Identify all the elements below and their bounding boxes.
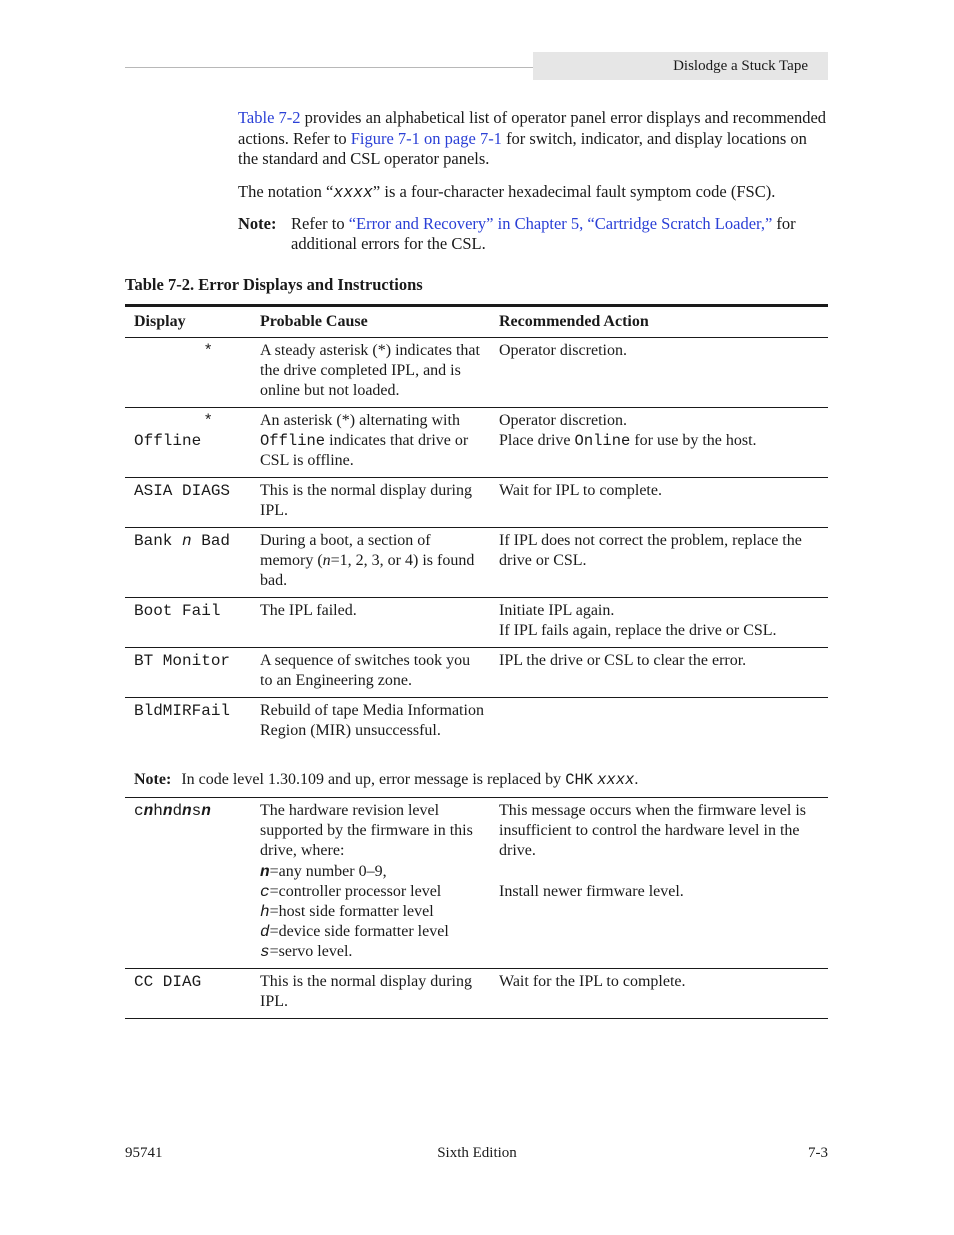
figure-link[interactable]: Figure 7-1 on page 7-1	[350, 128, 502, 148]
cause-text: This is the normal display during IPL.	[260, 973, 472, 1011]
note-text: for additional errors for the CSL.	[291, 214, 796, 253]
table-row	[125, 698, 828, 767]
table-bottom-rule	[125, 1018, 828, 1019]
cause-text	[260, 531, 485, 592]
display-variable: n	[201, 802, 211, 820]
display-part: c	[134, 802, 144, 820]
display-part: Bad	[191, 532, 231, 550]
table-caption: Table 7-2. Error Displays and Instructions	[125, 275, 423, 294]
display-code: *	[203, 342, 213, 360]
cause-part: An asterisk (*) alternating with	[260, 412, 460, 429]
definition-symbol: n	[260, 862, 270, 881]
definition-text: =servo level.	[269, 943, 353, 961]
definition-symbol: h	[260, 903, 270, 922]
note-text: Refer to	[291, 214, 349, 233]
notation-text: ” is a four-character hexadecimal fault symptom code (FSC).	[372, 182, 776, 201]
display-code	[134, 801, 252, 821]
table-row	[125, 478, 828, 527]
table-note-row	[125, 767, 828, 797]
cause-text: This is the normal display during IPL.	[260, 482, 472, 520]
action-line	[499, 431, 828, 451]
cause-text	[260, 801, 485, 963]
action-text	[499, 411, 828, 451]
cause-part: indicates that drive or CSL is offline.	[260, 432, 469, 470]
table-note-text: .	[634, 771, 639, 788]
display-variable: n	[182, 802, 192, 820]
definition-line	[260, 862, 485, 882]
cause-part: During a boot, a section of memory (	[260, 532, 431, 570]
action-line: This message occurs when the firmware level is insufficient to control the hardware level in the drive.	[499, 802, 807, 860]
display-part: h	[153, 802, 163, 820]
display-code	[134, 411, 252, 451]
action-text: Wait for IPL to complete.	[499, 482, 662, 499]
action-line: Install newer firmware level.	[499, 882, 684, 900]
definition-text: =any number 0–9,	[269, 862, 387, 880]
definition-line	[260, 882, 485, 902]
action-text	[499, 801, 828, 902]
note-label: Note:	[238, 214, 277, 233]
table-link[interactable]: Table 7-2	[238, 108, 301, 127]
display-asterisk: *	[203, 412, 213, 430]
definition-symbol: d	[260, 923, 270, 942]
display-part: d	[172, 802, 183, 820]
definition-line	[260, 942, 485, 962]
definition-line	[260, 902, 485, 922]
definition-symbol: c	[260, 882, 270, 901]
header-rule	[125, 67, 533, 68]
action-part: Place drive	[499, 432, 575, 450]
display-variable: n	[162, 802, 173, 820]
display-code: ASIA DIAGS	[134, 482, 231, 500]
cause-code: Offline	[260, 432, 326, 451]
display-part: Bank	[134, 532, 183, 550]
cause-text	[260, 411, 485, 472]
table-note-code-var: xxxx	[597, 771, 635, 789]
display-code: CC DIAG	[134, 973, 202, 991]
footer-edition: Sixth Edition	[437, 1145, 517, 1161]
display-part: s	[191, 802, 202, 820]
cause-text: The IPL failed.	[260, 602, 357, 619]
action-line: Initiate IPL again.	[499, 602, 615, 619]
definition-symbol: s	[260, 943, 270, 962]
table-note-label: Note:	[134, 771, 172, 788]
chapter-link[interactable]: “Error and Recovery” in Chapter 5, “Cartridge Scratch Loader,”	[348, 214, 773, 233]
display-variable: n	[143, 802, 154, 820]
cause-part: =1, 2, 3, or 4) is found bad.	[260, 552, 475, 590]
header-action: Recommended Action	[499, 313, 649, 330]
definition-text: =controller processor level	[269, 882, 442, 900]
header-cause: Probable Cause	[260, 313, 368, 330]
cause-text: Rebuild of tape Media Information Region (MIR) unsuccessful.	[260, 702, 484, 740]
notation-text: The notation “	[238, 182, 334, 201]
table-note	[134, 770, 824, 790]
display-variable: n	[182, 532, 192, 550]
cause-intro: The hardware revision level supported by the firmware in this drive, where:	[260, 802, 473, 860]
display-code	[134, 531, 252, 551]
table-row	[125, 598, 828, 647]
table-note-code: CHK	[565, 771, 594, 789]
action-text	[499, 601, 828, 641]
action-text: Operator discretion.	[499, 342, 627, 359]
footer-page-number: 7-3	[808, 1145, 828, 1161]
table-row	[125, 408, 828, 477]
note-body	[291, 214, 831, 254]
spacer	[499, 862, 828, 882]
intro-paragraph	[238, 108, 830, 170]
table-row	[125, 338, 828, 407]
footer-doc-number: 95741	[125, 1145, 163, 1161]
table-row	[125, 798, 828, 968]
header-display: Display	[134, 313, 186, 330]
cause-variable: n	[322, 552, 331, 570]
action-text: IPL the drive or CSL to clear the error.	[499, 652, 747, 669]
display-code: Boot Fail	[134, 602, 221, 620]
definition-text: =host side formatter level	[269, 903, 434, 921]
definition-line	[260, 922, 485, 942]
error-table	[125, 304, 828, 1019]
cause-text: A steady asterisk (*) indicates that the drive completed IPL, and is online but not loaded.	[260, 342, 480, 400]
intro-text: provides an alphabetical list of operator panel error displays and recommended actions. Refer to	[238, 108, 827, 148]
action-text: Wait for the IPL to complete.	[499, 973, 686, 990]
table-row	[125, 969, 828, 1018]
action-text: If IPL does not correct the problem, replace the drive or CSL.	[499, 532, 802, 570]
display-offline: Offline	[134, 432, 202, 451]
definition-text: =device side formatter level	[269, 923, 449, 941]
notation-paragraph	[238, 182, 830, 204]
cause-text: A sequence of switches took you to an Engineering zone.	[260, 652, 471, 690]
table-header-row	[125, 307, 828, 337]
display-code: BT Monitor	[134, 652, 231, 670]
running-header: Dislodge a Stuck Tape	[533, 52, 828, 80]
action-part: for use by the host.	[630, 432, 757, 450]
action-line: If IPL fails again, replace the drive or CSL.	[499, 622, 777, 640]
intro-text: for switch, indicator, and display locations on the standard and CSL operator panels.	[238, 128, 807, 168]
action-line: Operator discretion.	[499, 412, 627, 429]
action-code: Online	[574, 432, 631, 451]
table-row	[125, 528, 828, 597]
table-row	[125, 648, 828, 697]
notation-code: xxxx	[333, 183, 373, 202]
display-code: BldMIRFail	[134, 702, 231, 720]
table-note-text: In code level 1.30.109 and up, error message is replaced by	[181, 771, 566, 788]
